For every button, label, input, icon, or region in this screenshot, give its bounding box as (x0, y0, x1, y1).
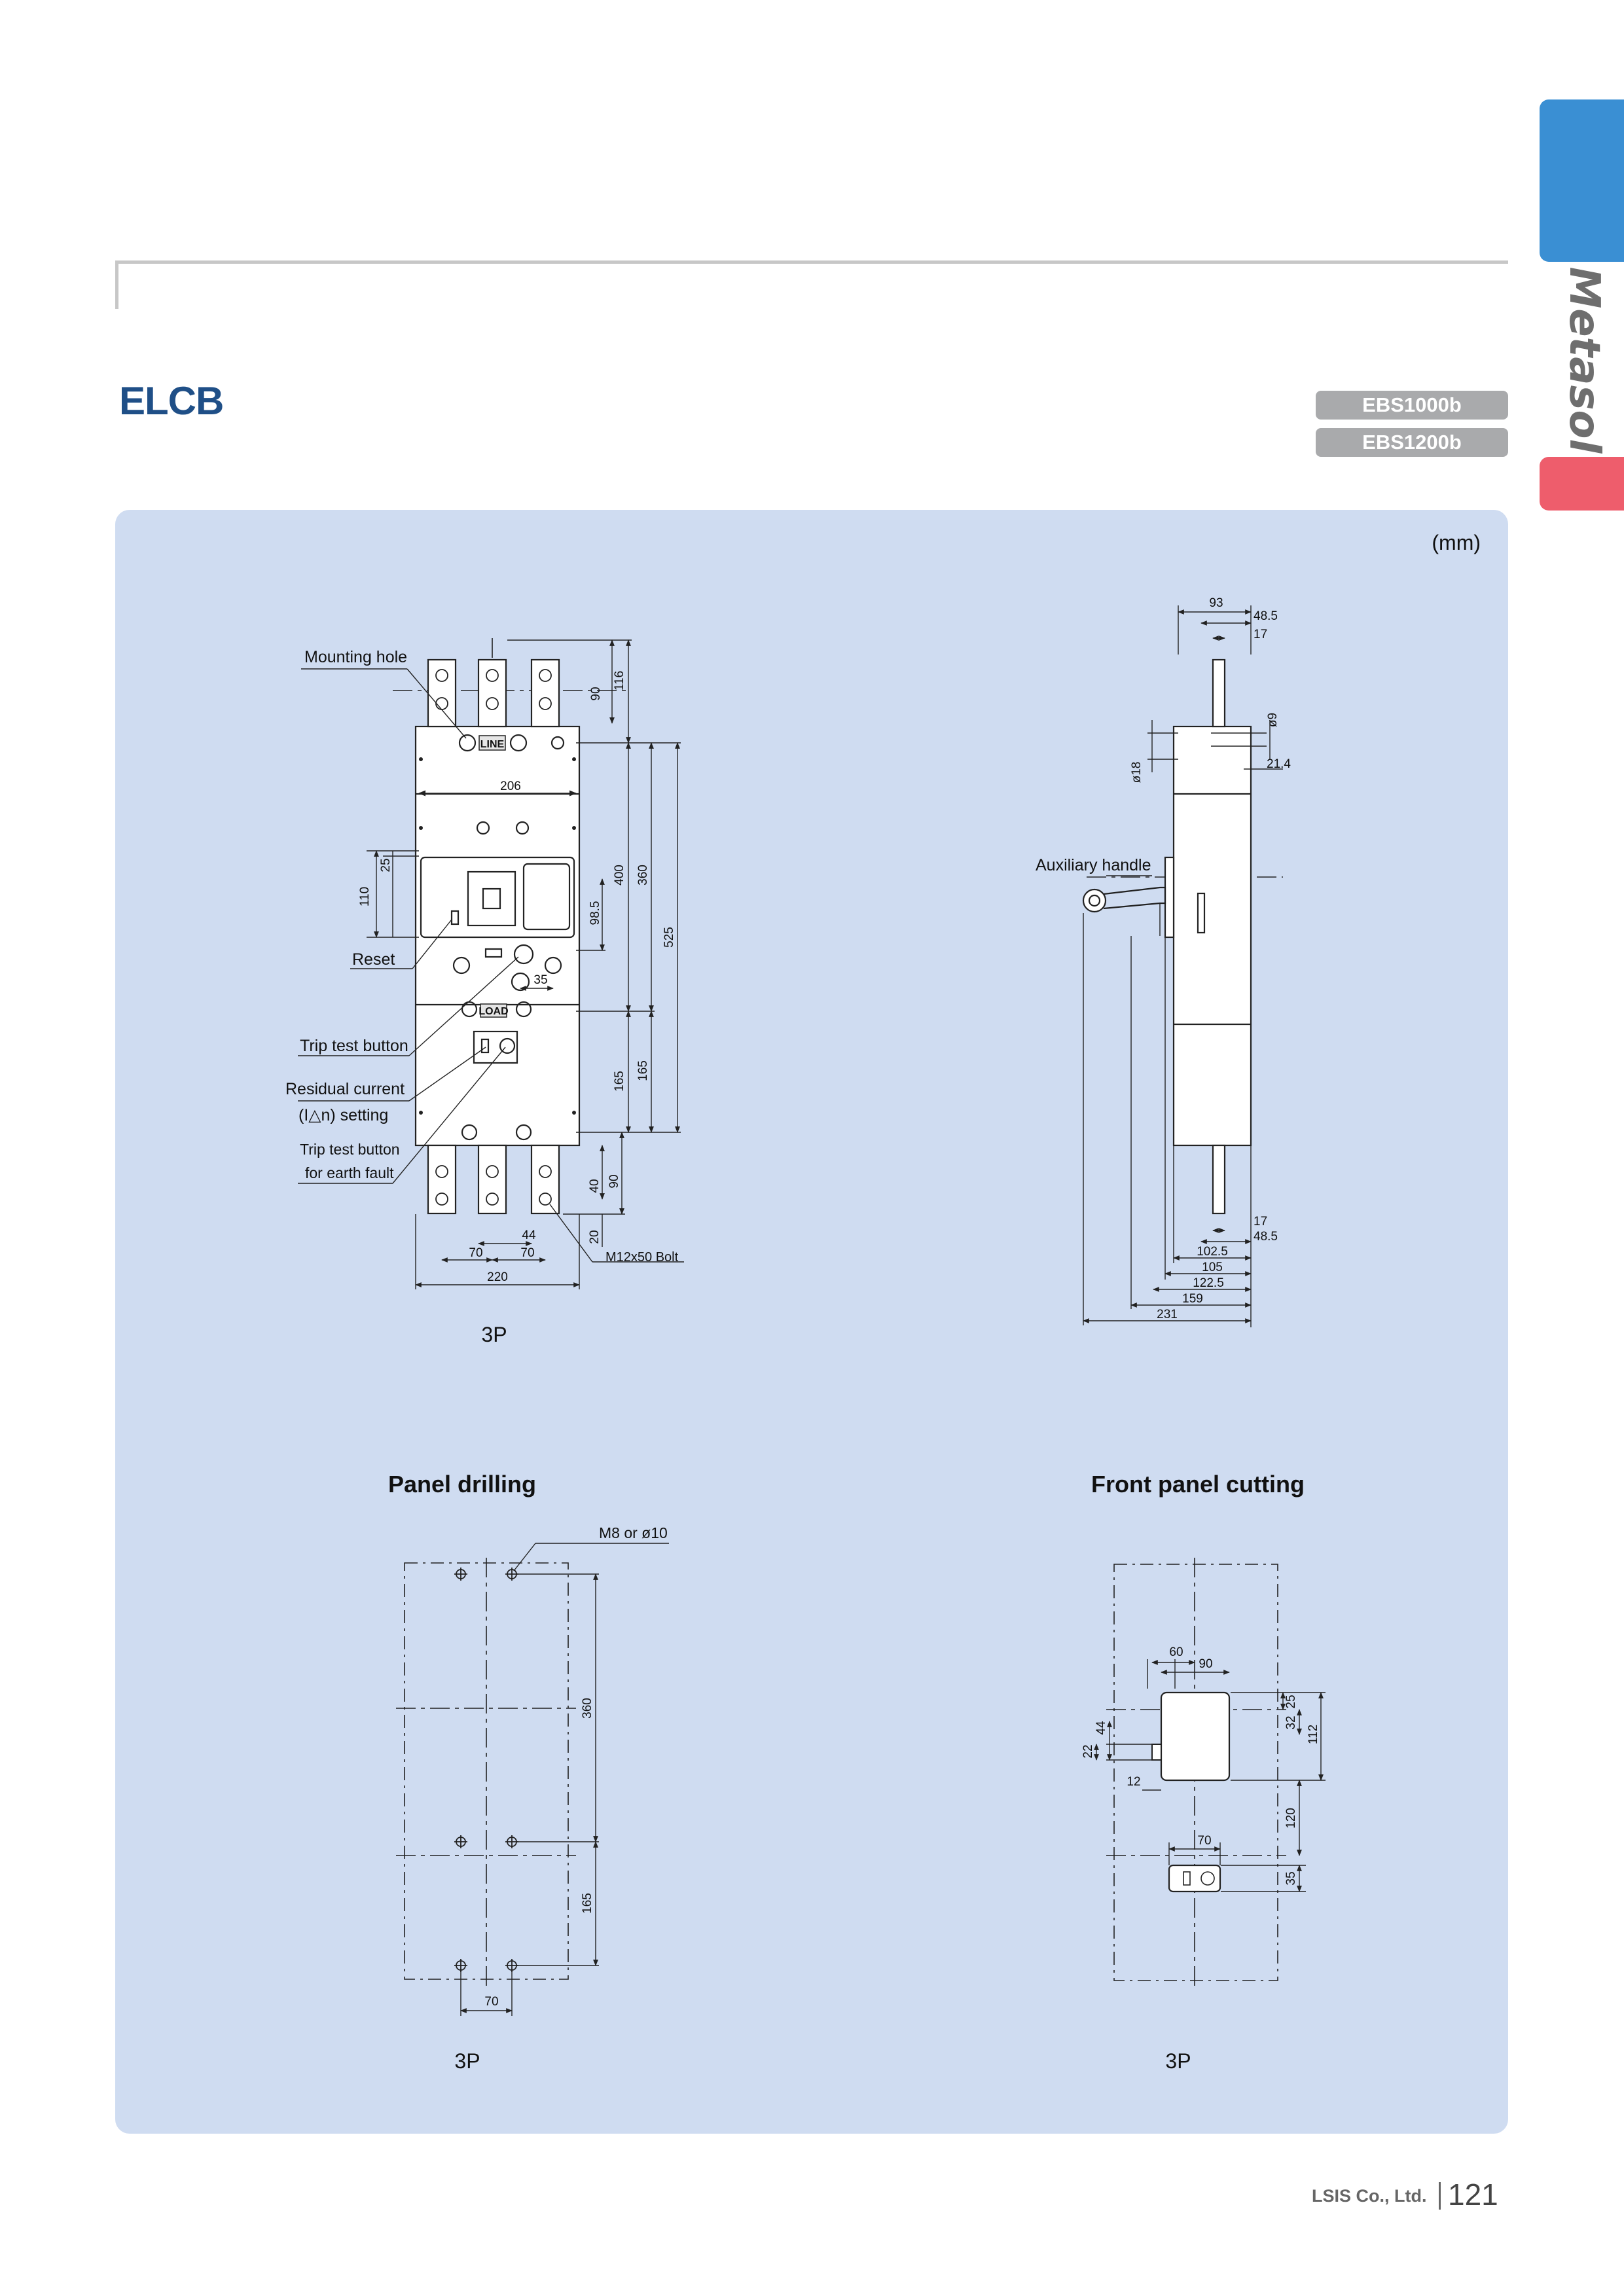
cut-dim-25: 25 (1284, 1695, 1298, 1709)
cut-dim-22: 22 (1081, 1744, 1095, 1759)
dim-70-a: 70 (469, 1246, 483, 1260)
dim-231: 231 (1157, 1308, 1178, 1321)
dim-48-5-bot: 48.5 (1254, 1230, 1278, 1244)
dim-98-5: 98.5 (588, 901, 602, 925)
dim-206: 206 (500, 780, 521, 793)
model-badge-ebs1200b: EBS1200b (1316, 428, 1508, 457)
panel-drilling-heading: Panel drilling (388, 1471, 537, 1498)
dim-220: 220 (487, 1270, 508, 1284)
trip-test-earth-label: Trip test button (300, 1141, 400, 1158)
dim-93: 93 (1209, 596, 1223, 610)
dim-90-bot: 90 (607, 1174, 621, 1189)
residual-setting-label: (I△n) setting (298, 1106, 389, 1124)
dim-phi18: ø18 (1130, 761, 1144, 783)
auxiliary-handle-label: Auxiliary handle (1036, 856, 1151, 874)
dim-102-5: 102.5 (1197, 1245, 1228, 1259)
dim-40: 40 (588, 1179, 602, 1193)
residual-current-label: Residual current (285, 1080, 405, 1098)
dim-35: 35 (533, 973, 548, 987)
dim-48-5-top: 48.5 (1254, 609, 1278, 623)
dim-70-b: 70 (520, 1246, 535, 1260)
dim-17-top: 17 (1254, 628, 1268, 641)
dim-122-5: 122.5 (1193, 1276, 1224, 1290)
footer-separator (1439, 2182, 1441, 2210)
front-panel-cutting-heading: Front panel cutting (1091, 1471, 1305, 1498)
dim-105: 105 (1202, 1261, 1223, 1274)
front-view-pole-label: 3P (481, 1323, 507, 1346)
dim-20: 20 (588, 1230, 602, 1244)
drill-dim-360: 360 (581, 1698, 594, 1719)
cut-pole-label: 3P (1165, 2049, 1191, 2073)
dim-phi9: ø9 (1266, 712, 1280, 728)
cut-dim-120: 120 (1284, 1808, 1298, 1829)
dim-360: 360 (636, 865, 650, 886)
page-title: ELCB (119, 379, 224, 423)
drill-dim-70: 70 (484, 1995, 499, 2009)
bolt-label: M12x50 Bolt (605, 1250, 679, 1265)
footer-company: LSIS Co., Ltd. (1312, 2186, 1427, 2206)
dim-21-4: 21.4 (1267, 757, 1291, 771)
drill-pole-label: 3P (454, 2049, 480, 2073)
cut-dim-90: 90 (1199, 1657, 1213, 1671)
drill-dim-165: 165 (581, 1893, 594, 1914)
dim-17-bot: 17 (1254, 1215, 1268, 1229)
trip-test-button-label: Trip test button (300, 1037, 408, 1055)
dim-165-a: 165 (613, 1071, 626, 1092)
dim-44: 44 (522, 1229, 536, 1242)
side-view-labels (1036, 596, 1291, 1321)
line-label: LINE (480, 739, 505, 750)
dim-165-b: 165 (636, 1060, 650, 1081)
unit-label: (mm) (1432, 531, 1481, 554)
dim-110: 110 (358, 886, 372, 907)
front-panel-cutting-view (1096, 1558, 1326, 1986)
dim-90-top: 90 (589, 687, 603, 701)
trip-test-earth-label-2: for earth fault (305, 1164, 394, 1181)
cut-dim-112: 112 (1307, 1724, 1320, 1745)
model-badge-ebs1000b: EBS1000b (1316, 391, 1508, 420)
cut-dim-12: 12 (1127, 1775, 1141, 1789)
cut-dim-60: 60 (1169, 1645, 1183, 1659)
dim-159: 159 (1182, 1292, 1203, 1306)
drill-note-label: M8 or ø10 (599, 1524, 668, 1541)
cut-dim-35: 35 (1284, 1871, 1298, 1886)
mounting-hole-label: Mounting hole (304, 648, 408, 666)
dim-525: 525 (662, 927, 676, 948)
dim-400: 400 (613, 865, 626, 886)
cut-dim-32: 32 (1284, 1715, 1298, 1730)
dim-116: 116 (613, 670, 626, 691)
dim-25: 25 (379, 858, 393, 872)
brand-vertical-label: Metasol (1560, 266, 1608, 454)
panel-drilling-view (396, 1543, 669, 2016)
page-number: 121 (1448, 2178, 1498, 2212)
reset-label: Reset (352, 950, 395, 969)
load-label: LOAD (478, 1006, 509, 1017)
cut-dim-44: 44 (1094, 1721, 1108, 1735)
cut-dim-70: 70 (1197, 1834, 1212, 1848)
